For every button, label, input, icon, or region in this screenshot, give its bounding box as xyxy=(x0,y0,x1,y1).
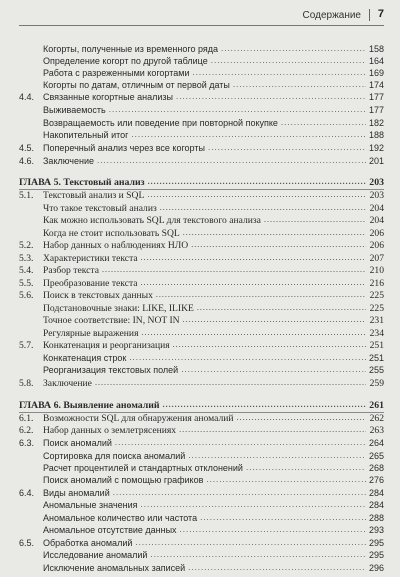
toc-entry xyxy=(43,313,384,326)
toc-page-number: 251 xyxy=(368,353,384,363)
dot-leader xyxy=(129,352,366,363)
toc-section-number: 5.3. xyxy=(19,253,34,264)
toc-page-number: 293 xyxy=(368,525,384,535)
toc-section-number: 4.6. xyxy=(19,156,35,166)
dot-leader xyxy=(113,487,366,498)
toc-page-number: 225 xyxy=(369,290,384,301)
toc-entry-title: Как можно использовать SQL для текстового анализа xyxy=(43,215,261,226)
toc-entry xyxy=(19,263,384,276)
dot-leader xyxy=(237,412,366,423)
dot-leader xyxy=(141,277,366,288)
dot-leader xyxy=(148,176,366,187)
toc-entry-title: Накопительный итог xyxy=(43,130,129,140)
toc-entry xyxy=(19,423,384,436)
toc-page-number: 288 xyxy=(368,513,384,523)
toc-page-number: 158 xyxy=(368,44,384,54)
dot-leader xyxy=(109,104,366,115)
toc-page-number: 206 xyxy=(369,228,384,239)
toc-page-number: 276 xyxy=(368,475,384,485)
dot-leader xyxy=(191,239,366,250)
toc-page-number: 174 xyxy=(368,80,384,90)
toc-page-number: 268 xyxy=(368,463,384,473)
dot-leader xyxy=(197,302,366,313)
toc-entry-title: Работа с разреженными когортами xyxy=(43,68,190,78)
header-section-title: Содержание xyxy=(302,10,361,21)
dot-leader xyxy=(221,43,366,54)
dot-leader xyxy=(141,499,366,510)
dot-leader xyxy=(233,79,366,90)
toc-entry-title: Характеристики текста xyxy=(43,253,138,264)
toc-page-number: 207 xyxy=(369,253,384,264)
toc-entry-title: ГЛАВА 5. Текстовый анализ xyxy=(19,177,145,188)
toc-chapter-entry xyxy=(19,398,384,411)
toc-entry xyxy=(19,238,384,251)
dot-leader xyxy=(97,155,366,166)
toc-page-number: 203 xyxy=(369,190,384,201)
dot-leader xyxy=(281,117,366,128)
toc-page-number: 204 xyxy=(369,203,384,214)
toc-entry-title: Набор данных о наблюдениях НЛО xyxy=(43,240,189,251)
toc-entry-title: Реорганизация текстовых полей xyxy=(43,365,179,375)
dot-leader xyxy=(160,202,366,213)
toc-entry xyxy=(19,141,384,154)
toc-entry-title: Конкатенация и реорганизация xyxy=(43,340,170,351)
toc-entry-title: Поиск в текстовых данных xyxy=(43,290,153,301)
dot-leader xyxy=(180,524,366,535)
toc-chapter-entry xyxy=(19,175,384,188)
toc-section-number: 4.4. xyxy=(19,92,35,102)
toc-page-number: 169 xyxy=(368,68,384,78)
toc-page-number: 204 xyxy=(369,215,384,226)
toc-entry-title: Исследование аномалий xyxy=(43,550,148,560)
toc-entry xyxy=(19,90,384,103)
toc-entry xyxy=(43,548,384,561)
toc-page-number: 262 xyxy=(369,413,384,424)
dot-leader xyxy=(102,264,366,275)
toc-entry-title: Виды аномалий xyxy=(43,488,110,498)
toc-page-number: 231 xyxy=(369,315,384,326)
toc-section-number: 4.5. xyxy=(19,143,35,153)
toc-page-number: 234 xyxy=(369,328,384,339)
toc-entry-title: Заключение xyxy=(43,156,94,166)
toc-section-number: 5.7. xyxy=(19,340,34,351)
dot-leader xyxy=(173,339,366,350)
dot-leader xyxy=(183,314,366,325)
toc-page-number: 225 xyxy=(369,303,384,314)
toc-entry-title: Определение когорт по другой таблице xyxy=(43,56,208,66)
toc-entry-title: Преобразование текста xyxy=(43,278,138,289)
toc-entry-title: Обработка аномалий xyxy=(43,538,133,548)
dot-leader xyxy=(179,424,366,435)
toc-page-number: 203 xyxy=(369,177,384,188)
toc-page-number: 295 xyxy=(368,550,384,560)
dot-leader xyxy=(200,512,366,523)
dot-leader xyxy=(141,252,366,263)
toc-page-number: 255 xyxy=(368,365,384,375)
dot-leader xyxy=(246,462,366,473)
toc-entry-title: Когда не стоит использовать SQL xyxy=(43,228,180,239)
toc-entry-title: Связанные когортные анализы xyxy=(43,92,173,102)
dot-leader xyxy=(135,537,366,548)
toc-entry-title: Поперечный анализ через все когорты xyxy=(43,143,205,153)
toc-page-number: 251 xyxy=(369,340,384,351)
toc-entry-title: Аномальное количество или частота xyxy=(43,513,198,523)
toc-section-number: 6.5. xyxy=(19,538,35,548)
toc-section-number: 5.4. xyxy=(19,265,34,276)
dot-leader xyxy=(163,399,366,410)
toc-entry-title: Возможности SQL для обнаружения аномалий xyxy=(43,413,234,424)
toc-entry xyxy=(43,128,384,141)
toc-entry xyxy=(43,498,384,511)
dot-leader xyxy=(192,67,366,78)
dot-leader xyxy=(147,189,366,200)
toc-page-number: 188 xyxy=(368,130,384,140)
toc-entry-title: Сортировка для поиска аномалий xyxy=(43,451,186,461)
toc-entry-title: Аномальное отсутствие данных xyxy=(43,525,177,535)
dot-leader xyxy=(264,214,366,225)
toc-page-number: 264 xyxy=(368,438,384,448)
toc-entry-title: Текстовый анализ и SQL xyxy=(43,190,145,201)
dot-leader xyxy=(183,227,366,238)
toc-section-number: 5.6. xyxy=(19,290,34,301)
toc-page-number: 261 xyxy=(369,400,384,411)
toc-entry xyxy=(19,288,384,301)
toc-section-number: 6.4. xyxy=(19,488,35,498)
toc-entry xyxy=(43,213,384,226)
toc-entry-title: Выживаемость xyxy=(43,105,106,115)
toc-page-number: 206 xyxy=(369,240,384,251)
toc-page-number: 182 xyxy=(368,118,384,128)
toc-page-number: 284 xyxy=(368,488,384,498)
toc-page-number: 192 xyxy=(368,143,384,153)
toc-entry xyxy=(19,338,384,351)
toc-entry-title: Набор данных о землетрясениях xyxy=(43,425,177,436)
toc-page-number: 164 xyxy=(368,56,384,66)
toc-page-number: 259 xyxy=(369,378,384,389)
toc-page-number: 177 xyxy=(368,105,384,115)
toc-section-number: 6.1. xyxy=(19,413,34,424)
toc-page-number: 296 xyxy=(368,563,384,573)
dot-leader xyxy=(156,289,366,300)
toc-entry-title: Поиск аномалий xyxy=(43,438,112,448)
toc-entry-title: Когорты по датам, отличным от первой даты xyxy=(43,80,230,90)
dot-leader xyxy=(176,91,366,102)
toc-section-number: 5.1. xyxy=(19,190,34,201)
toc-section-number: 6.2. xyxy=(19,425,34,436)
toc-entry xyxy=(19,376,384,389)
dot-leader xyxy=(95,377,366,388)
dot-leader xyxy=(115,437,366,448)
toc-entry xyxy=(19,188,384,201)
toc-entry-title: Заключение xyxy=(43,378,92,389)
toc-page-number: 216 xyxy=(369,278,384,289)
toc-entry-title: Расчет процентилей и стандартных отклонений xyxy=(43,463,243,473)
toc-page-number: 265 xyxy=(368,451,384,461)
toc-entry-title: Регулярные выражения xyxy=(43,328,139,339)
dot-leader xyxy=(150,549,366,560)
toc-page-number: 263 xyxy=(369,425,384,436)
toc-entry-title: Поиск аномалий с помощью графиков xyxy=(43,475,204,485)
header-page-number: 7 xyxy=(377,8,384,20)
toc-section-number: 5.8. xyxy=(19,378,34,389)
dot-leader xyxy=(141,327,366,338)
toc-page-number: 201 xyxy=(368,156,384,166)
toc-page-number: 177 xyxy=(368,92,384,102)
toc-entry xyxy=(43,103,384,116)
toc-page-number: 210 xyxy=(369,265,384,276)
toc-section-number: 6.3. xyxy=(19,438,35,448)
toc-entry-title: Возвращаемость или поведение при повторной покупке xyxy=(43,118,278,128)
toc-entry-title: Подстановочные знаки: LIKE, ILIKE xyxy=(43,303,194,314)
toc-entry xyxy=(43,561,384,574)
toc-entry-title: Исключение аномальных записей xyxy=(43,563,186,573)
toc-entry xyxy=(19,154,384,167)
dot-leader xyxy=(188,450,366,461)
dot-leader xyxy=(206,474,366,485)
toc-entry-title: ГЛАВА 6. Выявление аномалий xyxy=(19,400,160,411)
toc-entry-title: Точное соответствие: IN, NOT IN xyxy=(43,315,180,326)
toc-entry xyxy=(43,523,384,536)
toc-entry-title: Что такое текстовый анализ xyxy=(43,203,157,214)
dot-leader xyxy=(131,129,366,140)
toc-page-number: 295 xyxy=(368,538,384,548)
dot-leader xyxy=(211,55,366,66)
toc-entry-title: Разбор текста xyxy=(43,265,99,276)
dot-leader xyxy=(208,142,366,153)
toc-page-number: 284 xyxy=(368,500,384,510)
dot-leader xyxy=(188,562,366,573)
toc-section-number: 5.5. xyxy=(19,278,34,289)
toc-entry xyxy=(43,473,384,486)
toc-entry xyxy=(43,363,384,376)
toc-entry-title: Когорты, полученные из временного ряда xyxy=(43,44,218,54)
toc-entry-title: Конкатенация строк xyxy=(43,353,127,363)
toc-section-number: 5.2. xyxy=(19,240,34,251)
toc-entry xyxy=(19,436,384,449)
dot-leader xyxy=(181,364,366,375)
toc-entry-title: Аномальные значения xyxy=(43,500,138,510)
